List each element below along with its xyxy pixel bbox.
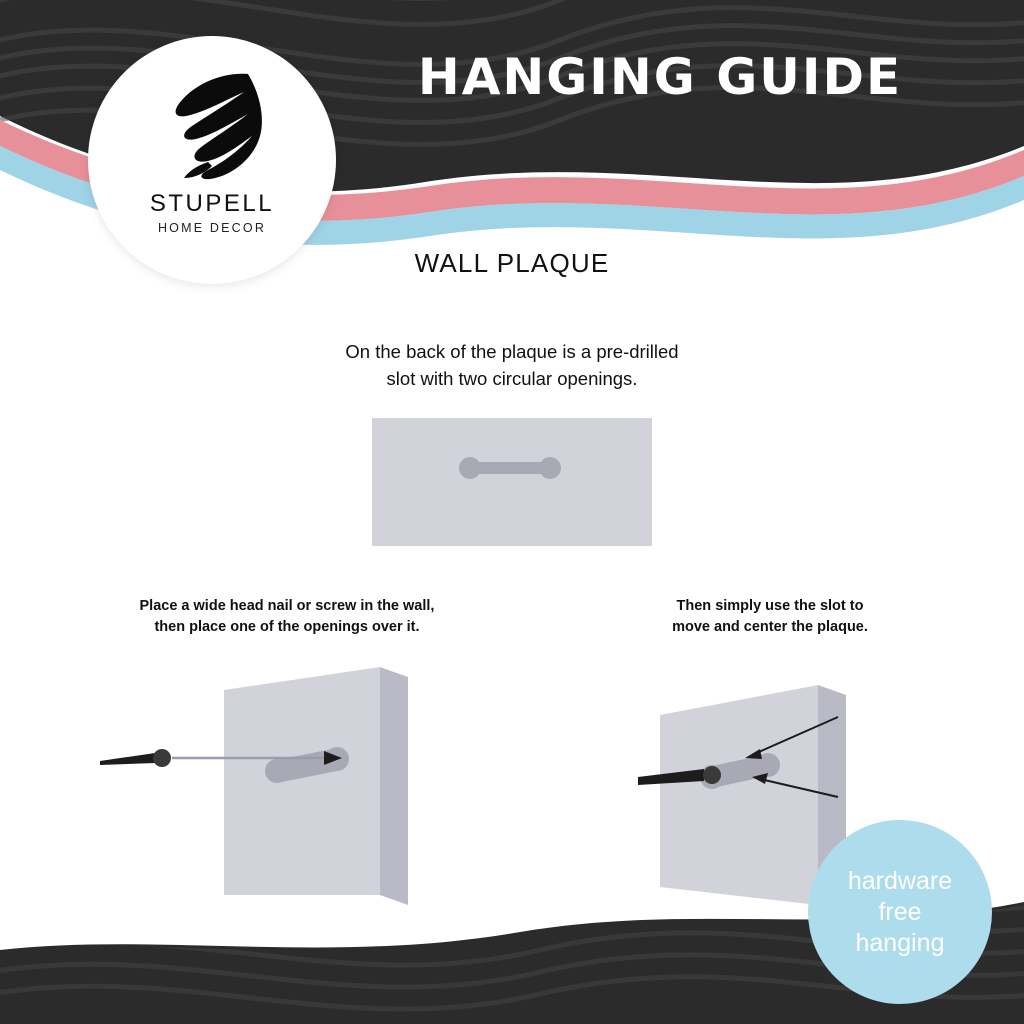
plaque-back-keyhole-diagram [372, 418, 652, 546]
plaque-front-face [660, 685, 818, 905]
badge-line-1: hardware [847, 866, 953, 895]
brand-logo-badge [88, 36, 336, 284]
nail-icon [100, 749, 171, 767]
hardware-free-badge [808, 820, 992, 1004]
badge-line-2: free [878, 897, 922, 926]
step-2-caption-line-2: move and center the plaque. [672, 619, 868, 635]
intro-line-1: On the back of the plaque is a pre-drilled [345, 341, 679, 362]
intro-line-2: slot with two circular openings. [386, 368, 638, 389]
step-1-caption [62, 596, 512, 638]
plaque-side-edge [380, 667, 408, 905]
brand-tagline: HOME DECOR [157, 221, 267, 235]
intro-text [262, 338, 762, 392]
brand-name: STUPELL [149, 190, 275, 217]
stupell-swoosh-icon [152, 66, 272, 184]
product-type-label: WALL PLAQUE [414, 248, 610, 278]
step-2-caption-line-1: Then simply use the slot to [676, 598, 864, 614]
plaque-back-face [372, 418, 652, 546]
badge-line-3: hanging [855, 928, 945, 957]
step-1-caption-line-2: then place one of the openings over it. [154, 619, 420, 635]
step-1-caption-line-1: Place a wide head nail or screw in the wall, [139, 598, 435, 614]
plaque-front-face [224, 667, 380, 895]
nail-into-plaque-diagram [90, 655, 430, 925]
page-title: HANGING GUIDE [417, 48, 903, 106]
step-2-caption [570, 596, 970, 638]
